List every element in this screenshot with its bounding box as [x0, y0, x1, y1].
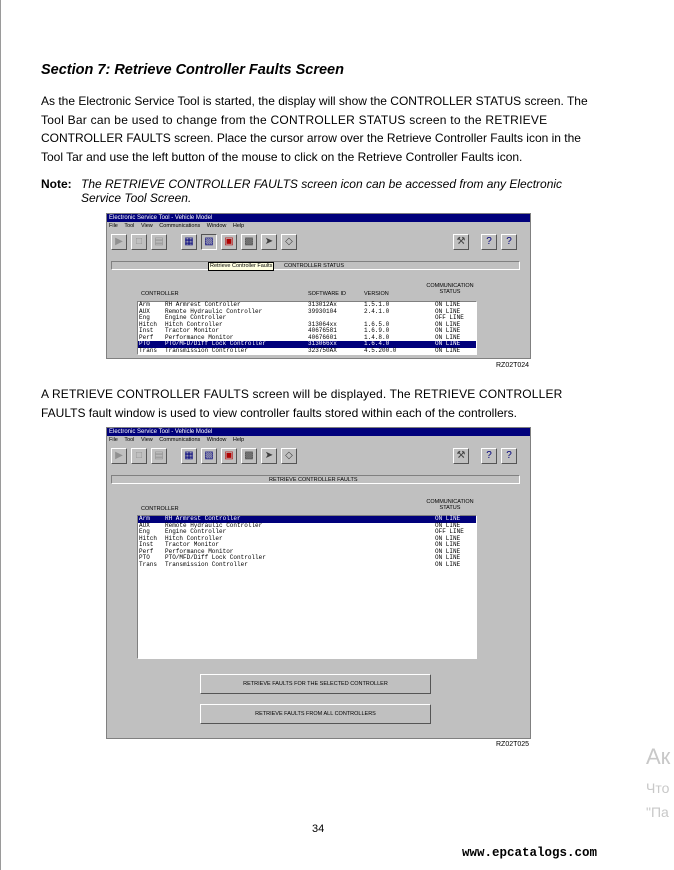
cell-name: Tractor Monitor: [165, 541, 220, 548]
menu-window[interactable]: Window: [206, 437, 227, 443]
cell-code: Eng: [139, 528, 150, 535]
note-text: [81, 177, 562, 205]
intro-line: Tool Bar can be used to change from the CONTROLLER STATUS screen to the RETRIEVE: [41, 112, 548, 127]
cell-status: ON LINE: [435, 340, 461, 347]
header-status: STATUS: [439, 505, 461, 511]
cell-code: AUX: [139, 307, 150, 315]
note-line: Service Tool Screen.: [81, 191, 192, 205]
cell-status: ON LINE: [435, 521, 461, 529]
header-comm: COMMUNICATION: [426, 283, 474, 289]
cell-code: Trans: [139, 346, 158, 354]
controller-faults-list[interactable]: [137, 515, 477, 659]
save-icon[interactable]: □: [131, 448, 147, 464]
cell-status: ON LINE: [435, 346, 461, 354]
cell-code: Arm: [139, 515, 150, 522]
cell-name: PTO/MFD/Diff Lock Controller: [165, 340, 266, 347]
est-window-controller-status: [106, 213, 531, 359]
cell-name: Hitch Controller: [165, 320, 223, 328]
menu-bar: [107, 222, 530, 231]
header-controller: CONTROLLER: [141, 506, 179, 512]
retrieve-faults-icon[interactable]: ▧: [201, 234, 217, 250]
cell-code: Hitch: [139, 320, 158, 328]
help-icon[interactable]: ?: [481, 448, 497, 464]
cell-code: Perf: [139, 547, 154, 555]
watermark-line: Ак: [646, 744, 671, 769]
cell-name: Tractor Monitor: [165, 327, 220, 334]
menu-bar: [107, 436, 530, 445]
cell-name: Transmission Controller: [165, 560, 248, 568]
menu-help[interactable]: Help: [232, 223, 245, 229]
cell-status: OFF LINE: [435, 314, 464, 321]
section-heading: Section 7: Retrieve Controller Faults Screen: [41, 62, 344, 78]
cell-status: ON LINE: [435, 554, 461, 561]
cell-software: 313012Ax: [308, 301, 337, 308]
cell-code: AUX: [139, 521, 150, 529]
toolbar: [107, 446, 530, 466]
cell-status: ON LINE: [435, 547, 461, 555]
context-help-icon[interactable]: ?: [501, 234, 517, 250]
toolbar: [107, 232, 530, 252]
cell-status: OFF LINE: [435, 528, 464, 535]
cell-name: RH Armrest Controller: [165, 515, 241, 522]
cell-code: Inst: [139, 541, 154, 548]
header-comm-status: [425, 499, 475, 511]
cell-status: ON LINE: [435, 307, 461, 315]
cell-code: Arm: [139, 301, 150, 308]
book-icon[interactable]: ▣: [221, 448, 237, 464]
cell-version: 4.5.200.0: [364, 346, 397, 354]
retrieve-all-button[interactable]: RETRIEVE FAULTS FROM ALL CONTROLLERS: [200, 704, 431, 724]
cell-name: PTO/MFD/Diff Lock Controller: [165, 554, 266, 561]
est-window-retrieve-faults: [106, 427, 531, 739]
intro-line: As the Electronic Service Tool is started, the display will show the CONTROLLER STATUS screen. The: [41, 94, 588, 108]
watermark-line: Что: [646, 780, 670, 796]
tools-icon[interactable]: ⚒: [453, 234, 469, 250]
probe-icon[interactable]: ➤: [261, 234, 277, 250]
diamond-icon[interactable]: ◇: [281, 234, 297, 250]
panel-title-bar: [111, 475, 520, 484]
cell-status: ON LINE: [435, 515, 461, 522]
panel-title: RETRIEVE CONTROLLER FAULTS: [269, 477, 358, 483]
cell-version: 1.4.8.0: [364, 333, 390, 341]
watermark-line: "Па: [646, 804, 669, 820]
diamond-icon[interactable]: ◇: [281, 448, 297, 464]
open-icon[interactable]: ▶: [111, 234, 127, 250]
second-paragraph: [41, 385, 562, 422]
note-label: Note:: [41, 177, 72, 191]
cell-name: RH Armrest Controller: [165, 301, 241, 308]
cell-name: Remote Hydraulic Controller: [165, 307, 263, 315]
controller-status-list[interactable]: [137, 301, 477, 355]
cell-code: PTO: [139, 554, 150, 561]
cell-software: 39930104: [308, 307, 337, 315]
cell-software: 313066xx: [308, 340, 337, 347]
chart-icon[interactable]: ▩: [241, 448, 257, 464]
cell-name: Engine Controller: [165, 528, 227, 535]
para-line: A RETRIEVE CONTROLLER FAULTS screen will be displayed. The RETRIEVE CONTROLLER: [41, 387, 563, 401]
cell-software: 313064xx: [308, 320, 337, 328]
window-titlebar: Electronic Service Tool - Vehicle Model: [107, 428, 530, 436]
menu-file[interactable]: File: [109, 223, 118, 229]
menu-communications[interactable]: Communications: [159, 223, 201, 229]
cell-status: ON LINE: [435, 541, 461, 548]
cell-code: Perf: [139, 333, 154, 341]
header-controller: CONTROLLER: [141, 291, 179, 297]
figure-caption: RZ02T025: [496, 741, 530, 748]
footer-url[interactable]: www.epcatalogs.com: [462, 846, 598, 860]
menu-tool[interactable]: Tool: [124, 437, 135, 443]
network-icon[interactable]: ▦: [181, 234, 197, 250]
figure-caption: RZ02T024: [496, 362, 530, 369]
cell-status: ON LINE: [435, 560, 461, 568]
tools-icon[interactable]: ⚒: [453, 448, 469, 464]
header-version: VERSION: [364, 291, 389, 297]
cell-status: ON LINE: [435, 534, 461, 542]
save-icon[interactable]: □: [131, 234, 147, 250]
cell-status: ON LINE: [435, 327, 461, 334]
panel-title-bar: [111, 261, 520, 270]
open-icon[interactable]: ▶: [111, 448, 127, 464]
menu-help[interactable]: Help: [232, 437, 245, 443]
intro-line: Tool Tar and use the left button of the mouse to click on the Retrieve Controller Faults icon.: [41, 149, 523, 164]
header-comm: COMMUNICATION: [426, 499, 474, 505]
cell-version: 1.6.9.0: [364, 327, 390, 334]
intro-line: CONTROLLER FAULTS screen. Place the cursor arrow over the Retrieve Controller Faults icon in the: [41, 131, 581, 145]
cell-code: Hitch: [139, 534, 158, 542]
cell-code: Trans: [139, 560, 158, 568]
cell-status: ON LINE: [435, 320, 461, 328]
cell-version: 1.6.5.0: [364, 320, 390, 328]
menu-view[interactable]: View: [140, 437, 153, 443]
note-line: The RETRIEVE CONTROLLER FAULTS screen icon can be accessed from any Electronic: [81, 177, 563, 191]
cell-name: Performance Monitor: [165, 547, 234, 555]
print-icon[interactable]: ▤: [151, 448, 167, 464]
header-status: STATUS: [439, 289, 461, 295]
menu-communications[interactable]: Communications: [159, 437, 201, 443]
header-software-id: SOFTWARE ID: [308, 291, 346, 297]
retrieve-selected-button[interactable]: RETRIEVE FAULTS FOR THE SELECTED CONTROLLER: [200, 674, 431, 694]
cell-code: PTO: [139, 340, 150, 347]
cell-name: Performance Monitor: [165, 333, 234, 341]
intro-paragraph: [41, 92, 588, 166]
cell-code: Eng: [139, 314, 150, 321]
cell-software: 40676601: [308, 333, 337, 341]
network-icon[interactable]: ▦: [181, 448, 197, 464]
menu-view[interactable]: View: [140, 223, 153, 229]
context-help-icon[interactable]: ?: [501, 448, 517, 464]
cell-software: 323750AX: [308, 346, 337, 354]
menu-file[interactable]: File: [109, 437, 118, 443]
probe-icon[interactable]: ➤: [261, 448, 277, 464]
help-icon[interactable]: ?: [481, 234, 497, 250]
cell-code: Inst: [139, 327, 154, 334]
window-titlebar: Electronic Service Tool - Vehicle Model: [107, 214, 530, 222]
print-icon[interactable]: ▤: [151, 234, 167, 250]
cell-name: Engine Controller: [165, 314, 227, 321]
cell-name: Transmission Controller: [165, 346, 248, 354]
header-comm-status: [425, 283, 475, 295]
para-line: FAULTS fault window is used to view controller faults stored within each of the controllers.: [41, 405, 517, 420]
table-row[interactable]: [138, 348, 476, 355]
cell-software: 40676581: [308, 327, 337, 334]
page-edge: [0, 0, 1, 870]
panel-title: CONTROLLER STATUS: [284, 263, 344, 269]
cell-status: ON LINE: [435, 333, 461, 341]
chart-icon[interactable]: ▩: [241, 234, 257, 250]
cell-version: 1.5.1.0: [364, 301, 390, 308]
cell-version: 1.6.4.0: [364, 340, 390, 347]
page-number: 34: [312, 823, 325, 835]
menu-tool[interactable]: Tool: [124, 223, 135, 229]
tooltip: Retrieve Controller Faults: [210, 263, 273, 269]
table-row[interactable]: [138, 562, 476, 569]
cell-name: Remote Hydraulic Controller: [165, 521, 263, 529]
book-icon[interactable]: ▣: [221, 234, 237, 250]
cell-version: 2.4.1.0: [364, 307, 390, 315]
cell-status: ON LINE: [435, 301, 461, 308]
retrieve-faults-icon[interactable]: ▧: [201, 448, 217, 464]
cell-name: Hitch Controller: [165, 534, 223, 542]
menu-window[interactable]: Window: [206, 223, 227, 229]
